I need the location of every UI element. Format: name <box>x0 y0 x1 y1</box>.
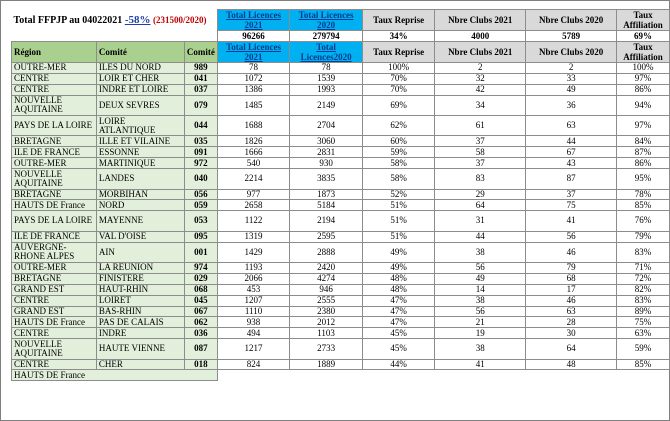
comite-cell: HAUT-RHIN <box>96 284 184 295</box>
lic20-cell: 2704 <box>290 116 363 136</box>
affil-cell: 95% <box>617 169 670 189</box>
reprise-cell: 70% <box>362 73 434 84</box>
clubs20-cell: 49 <box>526 84 617 95</box>
region-cell: BRETAGNE <box>12 136 97 147</box>
lic20-cell: 2831 <box>290 147 363 158</box>
clubs21-cell: 29 <box>435 189 526 200</box>
comite-cell: LA REUNION <box>96 262 184 273</box>
lic20-cell: 930 <box>290 158 363 169</box>
clubs20-cell: 87 <box>526 169 617 189</box>
table-row <box>12 200 670 211</box>
lic20-cell: 2733 <box>290 339 363 359</box>
code-cell: 062 <box>184 317 217 328</box>
code-cell: 974 <box>184 262 217 273</box>
clubs20-cell: 17 <box>526 284 617 295</box>
clubs20-cell: 48 <box>526 359 617 370</box>
lic21-cell: 540 <box>217 158 289 169</box>
column-header-row <box>12 42 670 63</box>
clubs21-cell: 37 <box>435 136 526 147</box>
reprise-cell: 47% <box>362 295 434 306</box>
affil-cell: 76% <box>617 211 670 231</box>
lic21-cell: 2214 <box>217 169 289 189</box>
region-cell: NOUVELLE AQUITAINE <box>12 169 97 189</box>
lic20-cell: 2149 <box>290 95 363 115</box>
code-cell: 018 <box>184 359 217 370</box>
top-header-affil: Taux Affiliation <box>617 10 670 31</box>
affil-cell: 72% <box>617 273 670 284</box>
clubs21-cell: 56 <box>435 306 526 317</box>
title-percent: -58% <box>124 13 151 26</box>
lic20-cell: 2595 <box>290 231 363 242</box>
code-cell: 045 <box>184 295 217 306</box>
region-cell: CENTRE <box>12 328 97 339</box>
clubs21-cell: 38 <box>435 295 526 306</box>
lic21-cell: 1688 <box>217 116 289 136</box>
table-row <box>12 147 670 158</box>
code-cell: 095 <box>184 231 217 242</box>
comite-cell: MORBIHAN <box>96 189 184 200</box>
clubs20-cell: 56 <box>526 231 617 242</box>
clubs21-cell: 21 <box>435 317 526 328</box>
comite-cell: LANDES <box>96 169 184 189</box>
comite-cell: PAS DE CALAIS <box>96 317 184 328</box>
table-row <box>12 359 670 370</box>
clubs21-cell: 34 <box>435 95 526 115</box>
lic21-cell: 1319 <box>217 231 289 242</box>
reprise-cell: 47% <box>362 317 434 328</box>
lic20-cell: 946 <box>290 284 363 295</box>
col-header-lic20: Total Licences2020 <box>290 42 363 63</box>
lic21-cell: 977 <box>217 189 289 200</box>
affil-cell: 89% <box>617 306 670 317</box>
sheet-title <box>12 10 218 31</box>
region-cell: OUTRE-MER <box>12 158 97 169</box>
clubs21-cell: 64 <box>435 200 526 211</box>
affil-cell: 71% <box>617 262 670 273</box>
lic21-cell: 1429 <box>217 242 289 262</box>
comite-cell: DEUX SEVRES <box>96 95 184 115</box>
clubs21-cell: 32 <box>435 73 526 84</box>
total-clubs21: 4000 <box>435 31 526 42</box>
total-affil: 69% <box>617 31 670 42</box>
region-cell: BRETAGNE <box>12 189 97 200</box>
total-lic21: 96266 <box>217 31 289 42</box>
lic21-cell: 1666 <box>217 147 289 158</box>
reprise-cell: 49% <box>362 262 434 273</box>
region-cell: PAYS DE LA LOIRE <box>12 211 97 231</box>
lic21-cell: 1122 <box>217 211 289 231</box>
clubs20-cell: 79 <box>526 262 617 273</box>
lic21-cell: 1072 <box>217 73 289 84</box>
clubs20-cell: 46 <box>526 242 617 262</box>
footer-region-cell: HAUTS DE France <box>12 370 218 381</box>
code-cell: 037 <box>184 84 217 95</box>
clubs20-cell: 36 <box>526 95 617 115</box>
clubs20-cell: 67 <box>526 147 617 158</box>
lic21-cell: 2066 <box>217 273 289 284</box>
code-cell: 059 <box>184 200 217 211</box>
comite-cell: ILES DU NORD <box>96 63 184 74</box>
region-cell: CENTRE <box>12 84 97 95</box>
col-header-lic21: Total Licences 2021 <box>217 42 289 63</box>
reprise-cell: 47% <box>362 306 434 317</box>
region-cell: HAUTS DE France <box>12 317 97 328</box>
region-cell: OUTRE-MER <box>12 262 97 273</box>
table-row <box>12 189 670 200</box>
comite-cell: NORD <box>96 200 184 211</box>
lic21-cell: 78 <box>217 63 289 74</box>
clubs20-cell: 44 <box>526 136 617 147</box>
clubs20-cell: 63 <box>526 116 617 136</box>
region-cell: CENTRE <box>12 295 97 306</box>
code-cell: 091 <box>184 147 217 158</box>
region-cell: AUVERGNE-RHONE ALPES <box>12 242 97 262</box>
totals-spacer <box>12 31 218 42</box>
region-cell: BRETAGNE <box>12 273 97 284</box>
lic20-cell: 2420 <box>290 262 363 273</box>
affil-cell: 83% <box>617 242 670 262</box>
affil-cell: 86% <box>617 158 670 169</box>
clubs20-cell: 2 <box>526 63 617 74</box>
region-cell: GRAND EST <box>12 284 97 295</box>
code-cell: 040 <box>184 169 217 189</box>
table-row <box>12 231 670 242</box>
title-row <box>12 10 670 31</box>
table-row <box>12 317 670 328</box>
affil-cell: 85% <box>617 359 670 370</box>
clubs21-cell: 83 <box>435 169 526 189</box>
lic20-cell: 3835 <box>290 169 363 189</box>
lic20-cell: 1103 <box>290 328 363 339</box>
lic20-cell: 3060 <box>290 136 363 147</box>
col-header-clubs21: Nbre Clubs 2021 <box>435 42 526 63</box>
clubs21-cell: 19 <box>435 328 526 339</box>
code-cell: 036 <box>184 328 217 339</box>
clubs21-cell: 44 <box>435 231 526 242</box>
table-row <box>12 73 670 84</box>
code-cell: 029 <box>184 273 217 284</box>
lic21-cell: 1207 <box>217 295 289 306</box>
top-header-lic20: Total Licences 2020 <box>290 10 363 31</box>
table-row <box>12 169 670 189</box>
licences-table <box>11 9 670 381</box>
lic21-cell: 453 <box>217 284 289 295</box>
total-lic20: 279794 <box>290 31 363 42</box>
code-cell: 044 <box>184 116 217 136</box>
reprise-cell: 45% <box>362 328 434 339</box>
table-row <box>12 116 670 136</box>
lic20-cell: 1873 <box>290 189 363 200</box>
reprise-cell: 60% <box>362 136 434 147</box>
lic20-cell: 4274 <box>290 273 363 284</box>
top-header-reprise: Taux Reprise <box>362 10 434 31</box>
clubs21-cell: 49 <box>435 273 526 284</box>
clubs21-cell: 2 <box>435 63 526 74</box>
comite-cell: INDRE <box>96 328 184 339</box>
region-cell: ILE DE FRANCE <box>12 231 97 242</box>
top-header-clubs20: Nbre Clubs 2020 <box>526 10 617 31</box>
code-cell: 087 <box>184 339 217 359</box>
region-cell: CENTRE <box>12 73 97 84</box>
code-cell: 067 <box>184 306 217 317</box>
totals-row <box>12 31 670 42</box>
region-cell: GRAND EST <box>12 306 97 317</box>
code-cell: 041 <box>184 73 217 84</box>
lic21-cell: 494 <box>217 328 289 339</box>
lic20-cell: 2555 <box>290 295 363 306</box>
comite-cell: LOIRE ATLANTIQUE <box>96 116 184 136</box>
clubs21-cell: 37 <box>435 158 526 169</box>
lic21-cell: 2658 <box>217 200 289 211</box>
col-header-region: Région <box>12 42 97 63</box>
clubs21-cell: 61 <box>435 116 526 136</box>
comite-cell: BAS-RHIN <box>96 306 184 317</box>
clubs20-cell: 41 <box>526 211 617 231</box>
footer-row <box>12 370 670 381</box>
code-cell: 056 <box>184 189 217 200</box>
table-row <box>12 95 670 115</box>
clubs20-cell: 28 <box>526 317 617 328</box>
lic21-cell: 938 <box>217 317 289 328</box>
clubs21-cell: 14 <box>435 284 526 295</box>
table-row <box>12 63 670 74</box>
region-cell: OUTRE-MER <box>12 63 97 74</box>
top-header-clubs21: Nbre Clubs 2021 <box>435 10 526 31</box>
table-row <box>12 328 670 339</box>
affil-cell: 75% <box>617 317 670 328</box>
comite-cell: INDRE ET LOIRE <box>96 84 184 95</box>
lic21-cell: 1110 <box>217 306 289 317</box>
affil-cell: 97% <box>617 116 670 136</box>
reprise-cell: 44% <box>362 359 434 370</box>
region-cell: CENTRE <box>12 359 97 370</box>
affil-cell: 87% <box>617 147 670 158</box>
comite-cell: MAYENNE <box>96 211 184 231</box>
region-cell: HAUTS DE France <box>12 200 97 211</box>
table-row <box>12 84 670 95</box>
lic20-cell: 2380 <box>290 306 363 317</box>
clubs21-cell: 38 <box>435 339 526 359</box>
affil-cell: 97% <box>617 73 670 84</box>
table-row <box>12 295 670 306</box>
reprise-cell: 48% <box>362 284 434 295</box>
affil-cell: 86% <box>617 84 670 95</box>
reprise-cell: 70% <box>362 84 434 95</box>
title-ratio: (231500/2020) <box>152 14 207 25</box>
comite-cell: VAL D'OISE <box>96 231 184 242</box>
comite-cell: FINISTERE <box>96 273 184 284</box>
clubs20-cell: 46 <box>526 295 617 306</box>
affil-cell: 82% <box>617 284 670 295</box>
comite-cell: MARTINIQUE <box>96 158 184 169</box>
reprise-cell: 58% <box>362 169 434 189</box>
code-cell: 079 <box>184 95 217 115</box>
lic20-cell: 2888 <box>290 242 363 262</box>
clubs21-cell: 38 <box>435 242 526 262</box>
lic21-cell: 1386 <box>217 84 289 95</box>
total-clubs20: 5789 <box>526 31 617 42</box>
col-header-comite: Comité <box>96 42 184 63</box>
affil-cell: 78% <box>617 189 670 200</box>
reprise-cell: 45% <box>362 339 434 359</box>
clubs21-cell: 56 <box>435 262 526 273</box>
clubs21-cell: 31 <box>435 211 526 231</box>
affil-cell: 63% <box>617 328 670 339</box>
code-cell: 972 <box>184 158 217 169</box>
clubs21-cell: 42 <box>435 84 526 95</box>
table-row <box>12 158 670 169</box>
lic20-cell: 2012 <box>290 317 363 328</box>
lic21-cell: 1485 <box>217 95 289 115</box>
table-row <box>12 306 670 317</box>
affil-cell: 84% <box>617 136 670 147</box>
clubs20-cell: 63 <box>526 306 617 317</box>
code-cell: 989 <box>184 63 217 74</box>
code-cell: 001 <box>184 242 217 262</box>
table-row <box>12 339 670 359</box>
affil-cell: 59% <box>617 339 670 359</box>
lic21-cell: 1217 <box>217 339 289 359</box>
reprise-cell: 52% <box>362 189 434 200</box>
comite-cell: LOIRET <box>96 295 184 306</box>
col-header-affil: Taux Affiliation <box>617 42 670 63</box>
reprise-cell: 51% <box>362 211 434 231</box>
lic20-cell: 2194 <box>290 211 363 231</box>
region-cell: NOUVELLE AQUITAINE <box>12 339 97 359</box>
affil-cell: 100% <box>617 63 670 74</box>
clubs20-cell: 68 <box>526 273 617 284</box>
lic20-cell: 5184 <box>290 200 363 211</box>
lic20-cell: 78 <box>290 63 363 74</box>
code-cell: 068 <box>184 284 217 295</box>
comite-cell: ILLE ET VILAINE <box>96 136 184 147</box>
comite-cell: LOIR ET CHER <box>96 73 184 84</box>
col-header-code: Comité <box>184 42 217 63</box>
comite-cell: AIN <box>96 242 184 262</box>
top-header-lic21: Total Licences 2021 <box>217 10 289 31</box>
clubs20-cell: 43 <box>526 158 617 169</box>
comite-cell: CHER <box>96 359 184 370</box>
reprise-cell: 62% <box>362 116 434 136</box>
clubs20-cell: 33 <box>526 73 617 84</box>
clubs20-cell: 64 <box>526 339 617 359</box>
reprise-cell: 100% <box>362 63 434 74</box>
lic21-cell: 824 <box>217 359 289 370</box>
region-cell: NOUVELLE AQUITAINE <box>12 95 97 115</box>
table-row <box>12 242 670 262</box>
lic20-cell: 1539 <box>290 73 363 84</box>
affil-cell: 94% <box>617 95 670 115</box>
code-cell: 053 <box>184 211 217 231</box>
reprise-cell: 58% <box>362 158 434 169</box>
region-cell: PAYS DE LA LOIRE <box>12 116 97 136</box>
clubs20-cell: 30 <box>526 328 617 339</box>
affil-cell: 83% <box>617 295 670 306</box>
comite-cell: HAUTE VIENNE <box>96 339 184 359</box>
affil-cell: 79% <box>617 231 670 242</box>
reprise-cell: 51% <box>362 200 434 211</box>
clubs20-cell: 75 <box>526 200 617 211</box>
total-reprise: 34% <box>362 31 434 42</box>
affil-cell: 85% <box>617 200 670 211</box>
code-cell: 035 <box>184 136 217 147</box>
table-row <box>12 273 670 284</box>
lic21-cell: 1193 <box>217 262 289 273</box>
clubs20-cell: 37 <box>526 189 617 200</box>
comite-cell: ESSONNE <box>96 147 184 158</box>
table-row <box>12 211 670 231</box>
lic21-cell: 1826 <box>217 136 289 147</box>
reprise-cell: 69% <box>362 95 434 115</box>
col-header-reprise: Taux Reprise <box>362 42 434 63</box>
table-row <box>12 284 670 295</box>
lic20-cell: 1889 <box>290 359 363 370</box>
clubs21-cell: 41 <box>435 359 526 370</box>
table-row <box>12 136 670 147</box>
region-cell: ILE DE FRANCE <box>12 147 97 158</box>
lic20-cell: 1993 <box>290 84 363 95</box>
col-header-clubs20: Nbre Clubs 2020 <box>526 42 617 63</box>
reprise-cell: 49% <box>362 242 434 262</box>
reprise-cell: 59% <box>362 147 434 158</box>
clubs21-cell: 58 <box>435 147 526 158</box>
table-row <box>12 262 670 273</box>
reprise-cell: 48% <box>362 273 434 284</box>
title-text: Total FFPJP au 04022021 <box>13 14 123 26</box>
reprise-cell: 51% <box>362 231 434 242</box>
